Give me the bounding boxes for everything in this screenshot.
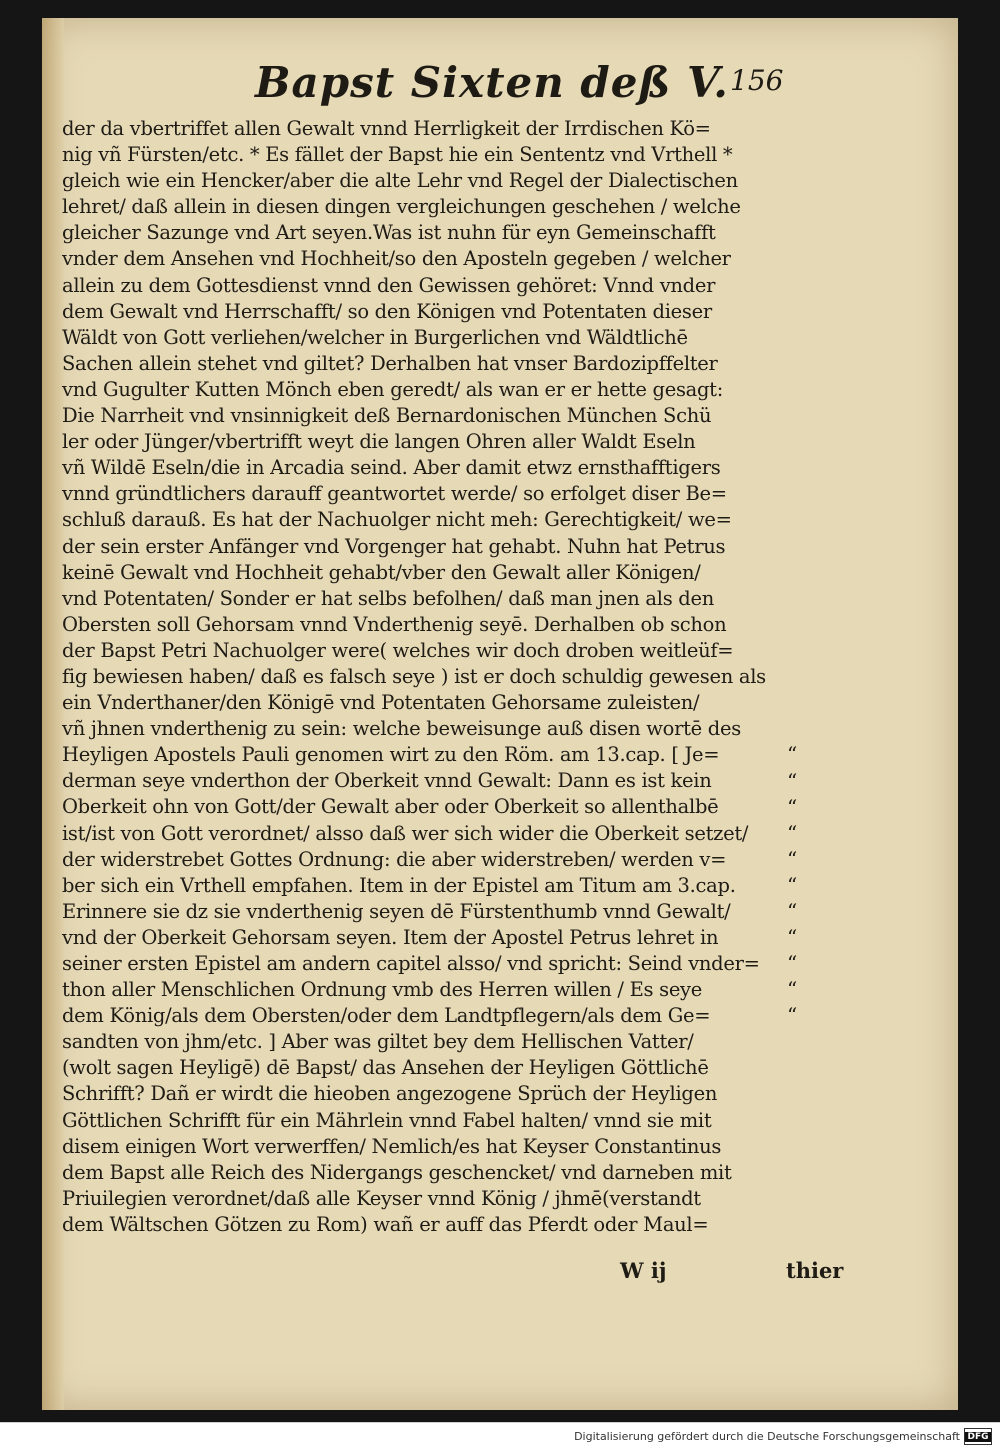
text-line: der Bapst Petri Nachuolger were( welches wir doch droben weitleüf= xyxy=(62,638,734,662)
page-number: 156 xyxy=(730,64,784,97)
text-line: disem einigen Wort verwerffen/ Nemlich/es hat Keyser Constantinus xyxy=(62,1134,722,1158)
body-text xyxy=(62,116,832,1238)
text-line: fig bewiesen haben/ daß es falsch seye ) ist er doch schuldig gewesen als xyxy=(62,664,766,688)
credit-bar xyxy=(0,1422,1000,1450)
text-line: Obersten soll Gehorsam vnnd Vnderthenig seyē. Derhalben ob schon xyxy=(62,612,727,636)
text-line: Erinnere sie dz sie vnderthenig seyen dē Fürstenthumb vnnd Gewalt/ xyxy=(62,899,731,923)
text-line: dem König/als dem Obersten/oder dem Landtpflegern/als dem Ge= xyxy=(62,1004,711,1028)
text-line: Sachen allein stehet vnd giltet? Derhalben hat vnser Bardozipffelter xyxy=(62,351,718,375)
margin-quote-mark: “ xyxy=(787,925,798,950)
text-line: Göttlichen Schrifft für ein Mährlein vnnd Fabel halten/ vnnd sie mit xyxy=(62,1108,712,1132)
text-line: Schrifft? Dañ er wirdt die hieoben angezogene Sprüch der Heyligen xyxy=(62,1082,718,1106)
text-line: sandten von jhm/etc. ] Aber was giltet bey dem Hellischen Vatter/ xyxy=(62,1030,694,1054)
text-line: Die Narrheit vnd vnsinnigkeit deß Bernardonischen München Schü xyxy=(62,404,712,428)
text-line: derman seye vnderthon der Oberkeit vnnd Gewalt: Dann es ist kein xyxy=(62,769,712,793)
text-line: keinē Gewalt vnd Hochheit gehabt/vber den Gewalt aller Königen/ xyxy=(62,560,701,584)
text-line: gleicher Sazunge vnd Art seyen.Was ist nuhn für eyn Gemeinschafft xyxy=(62,221,716,245)
margin-quote-mark: “ xyxy=(787,742,798,767)
text-line: der da vbertriffet allen Gewalt vnnd Herrligkeit der Irrdischen Kö= xyxy=(62,117,711,140)
page-edge-shadow xyxy=(42,18,64,1410)
margin-quote-mark: “ xyxy=(787,1003,798,1028)
page-header xyxy=(42,58,958,118)
text-line: vnd Gugulter Kutten Mönch eben geredt/ als wan er er hette gesagt: xyxy=(62,377,723,401)
margin-quote-mark: “ xyxy=(787,768,798,793)
text-line: nig vñ Fürsten/etc. * Es fället der Bapst hie ein Sententz vnd Vrthell * xyxy=(62,143,733,167)
text-line: vnd Potentaten/ Sonder er hat selbs befolhen/ daß man jnen als den xyxy=(62,586,714,610)
margin-quote-mark: “ xyxy=(787,820,798,845)
running-title: Bapst Sixten deß V. xyxy=(255,58,729,107)
margin-quote-mark: “ xyxy=(787,794,798,819)
book-page xyxy=(42,18,958,1410)
text-line: vñ jhnen vnderthenig zu sein: welche beweisunge auß disen wortē des xyxy=(62,717,741,741)
text-line: dem Bapst alle Reich des Nidergangs geschencket/ vnd darneben mit xyxy=(62,1160,732,1184)
page-footer xyxy=(62,1258,844,1288)
margin-quote-mark: “ xyxy=(787,872,798,897)
text-line: der sein erster Anfänger vnd Vorgenger hat gehabt. Nuhn hat Petrus xyxy=(62,534,726,558)
text-line: ler oder Jünger/vbertrifft weyt die langen Ohren aller Waldt Eseln xyxy=(62,430,696,454)
signature-mark: W ij xyxy=(620,1258,667,1283)
text-line: vnnd gründtlichers darauff geantwortet werde/ so erfolget diser Be= xyxy=(62,482,727,506)
text-line: (wolt sagen Heyligē) dē Bapst/ das Ansehen der Heyligen Göttlichē xyxy=(62,1056,709,1080)
text-line: der widerstrebet Gottes Ordnung: die aber widerstreben/ werden v= xyxy=(62,847,727,871)
text-line: Priuilegien verordnet/daß alle Keyser vnnd König / jhmē(verstandt xyxy=(62,1186,701,1210)
text-line: Wäldt von Gott verliehen/welcher in Burgerlichen vnd Wäldtlichē xyxy=(62,325,688,349)
text-line: Oberkeit ohn von Gott/der Gewalt aber oder Oberkeit so allenthalbē xyxy=(62,795,719,819)
margin-quote-mark: “ xyxy=(787,846,798,871)
text-line: dem Gewalt vnd Herrschafft/ so den Königen vnd Potentaten dieser xyxy=(62,299,712,323)
text-line: thon aller Menschlichen Ordnung vmb des Herren willen / Es seye xyxy=(62,978,703,1002)
text-line: ein Vnderthaner/den Königē vnd Potentaten Gehorsame zuleisten/ xyxy=(62,691,700,715)
credit-text: Digitalisierung gefördert durch die Deutsche Forschungsgemeinschaft xyxy=(574,1430,960,1443)
text-line: ist/ist von Gott verordnet/ alsso daß wer sich wider die Oberkeit setzet/ xyxy=(62,821,749,845)
catchword: thier xyxy=(786,1258,844,1283)
text-line: gleich wie ein Hencker/aber die alte Lehr vnd Regel der Dialectischen xyxy=(62,169,738,193)
dfg-logo-text: DFG xyxy=(967,1431,989,1442)
margin-quote-mark: “ xyxy=(787,977,798,1002)
text-line: Heyligen Apostels Pauli genomen wirt zu den Röm. am 13.cap. [ Je= xyxy=(62,743,720,767)
text-line: seiner ersten Epistel am andern capitel alsso/ vnd spricht: Seind vnder= xyxy=(62,952,760,975)
text-line: allein zu dem Gottesdienst vnnd den Gewissen gehöret: Vnnd vnder xyxy=(62,273,716,297)
text-line: ber sich ein Vrthell empfahen. Item in der Epistel am Titum am 3.cap. xyxy=(62,873,736,897)
dfg-logo-icon xyxy=(964,1428,992,1445)
text-line: lehret/ daß allein in diesen dingen vergleichungen geschehen / welche xyxy=(62,195,741,219)
text-line: vnder dem Ansehen vnd Hochheit/so den Aposteln gegeben / welcher xyxy=(62,247,731,271)
text-line: vñ Wildē Eseln/die in Arcadia seind. Aber damit etwz ernsthafftigers xyxy=(62,456,721,480)
margin-quote-mark: “ xyxy=(787,951,798,976)
text-line: vnd der Oberkeit Gehorsam seyen. Item der Apostel Petrus lehret in xyxy=(62,925,719,949)
text-line: dem Wältschen Götzen zu Rom) wañ er auff das Pferdt oder Maul= xyxy=(62,1212,709,1236)
margin-quote-mark: “ xyxy=(787,899,798,923)
text-line: schluß darauß. Es hat der Nachuolger nicht meh: Gerechtigkeit/ we= xyxy=(62,508,732,532)
